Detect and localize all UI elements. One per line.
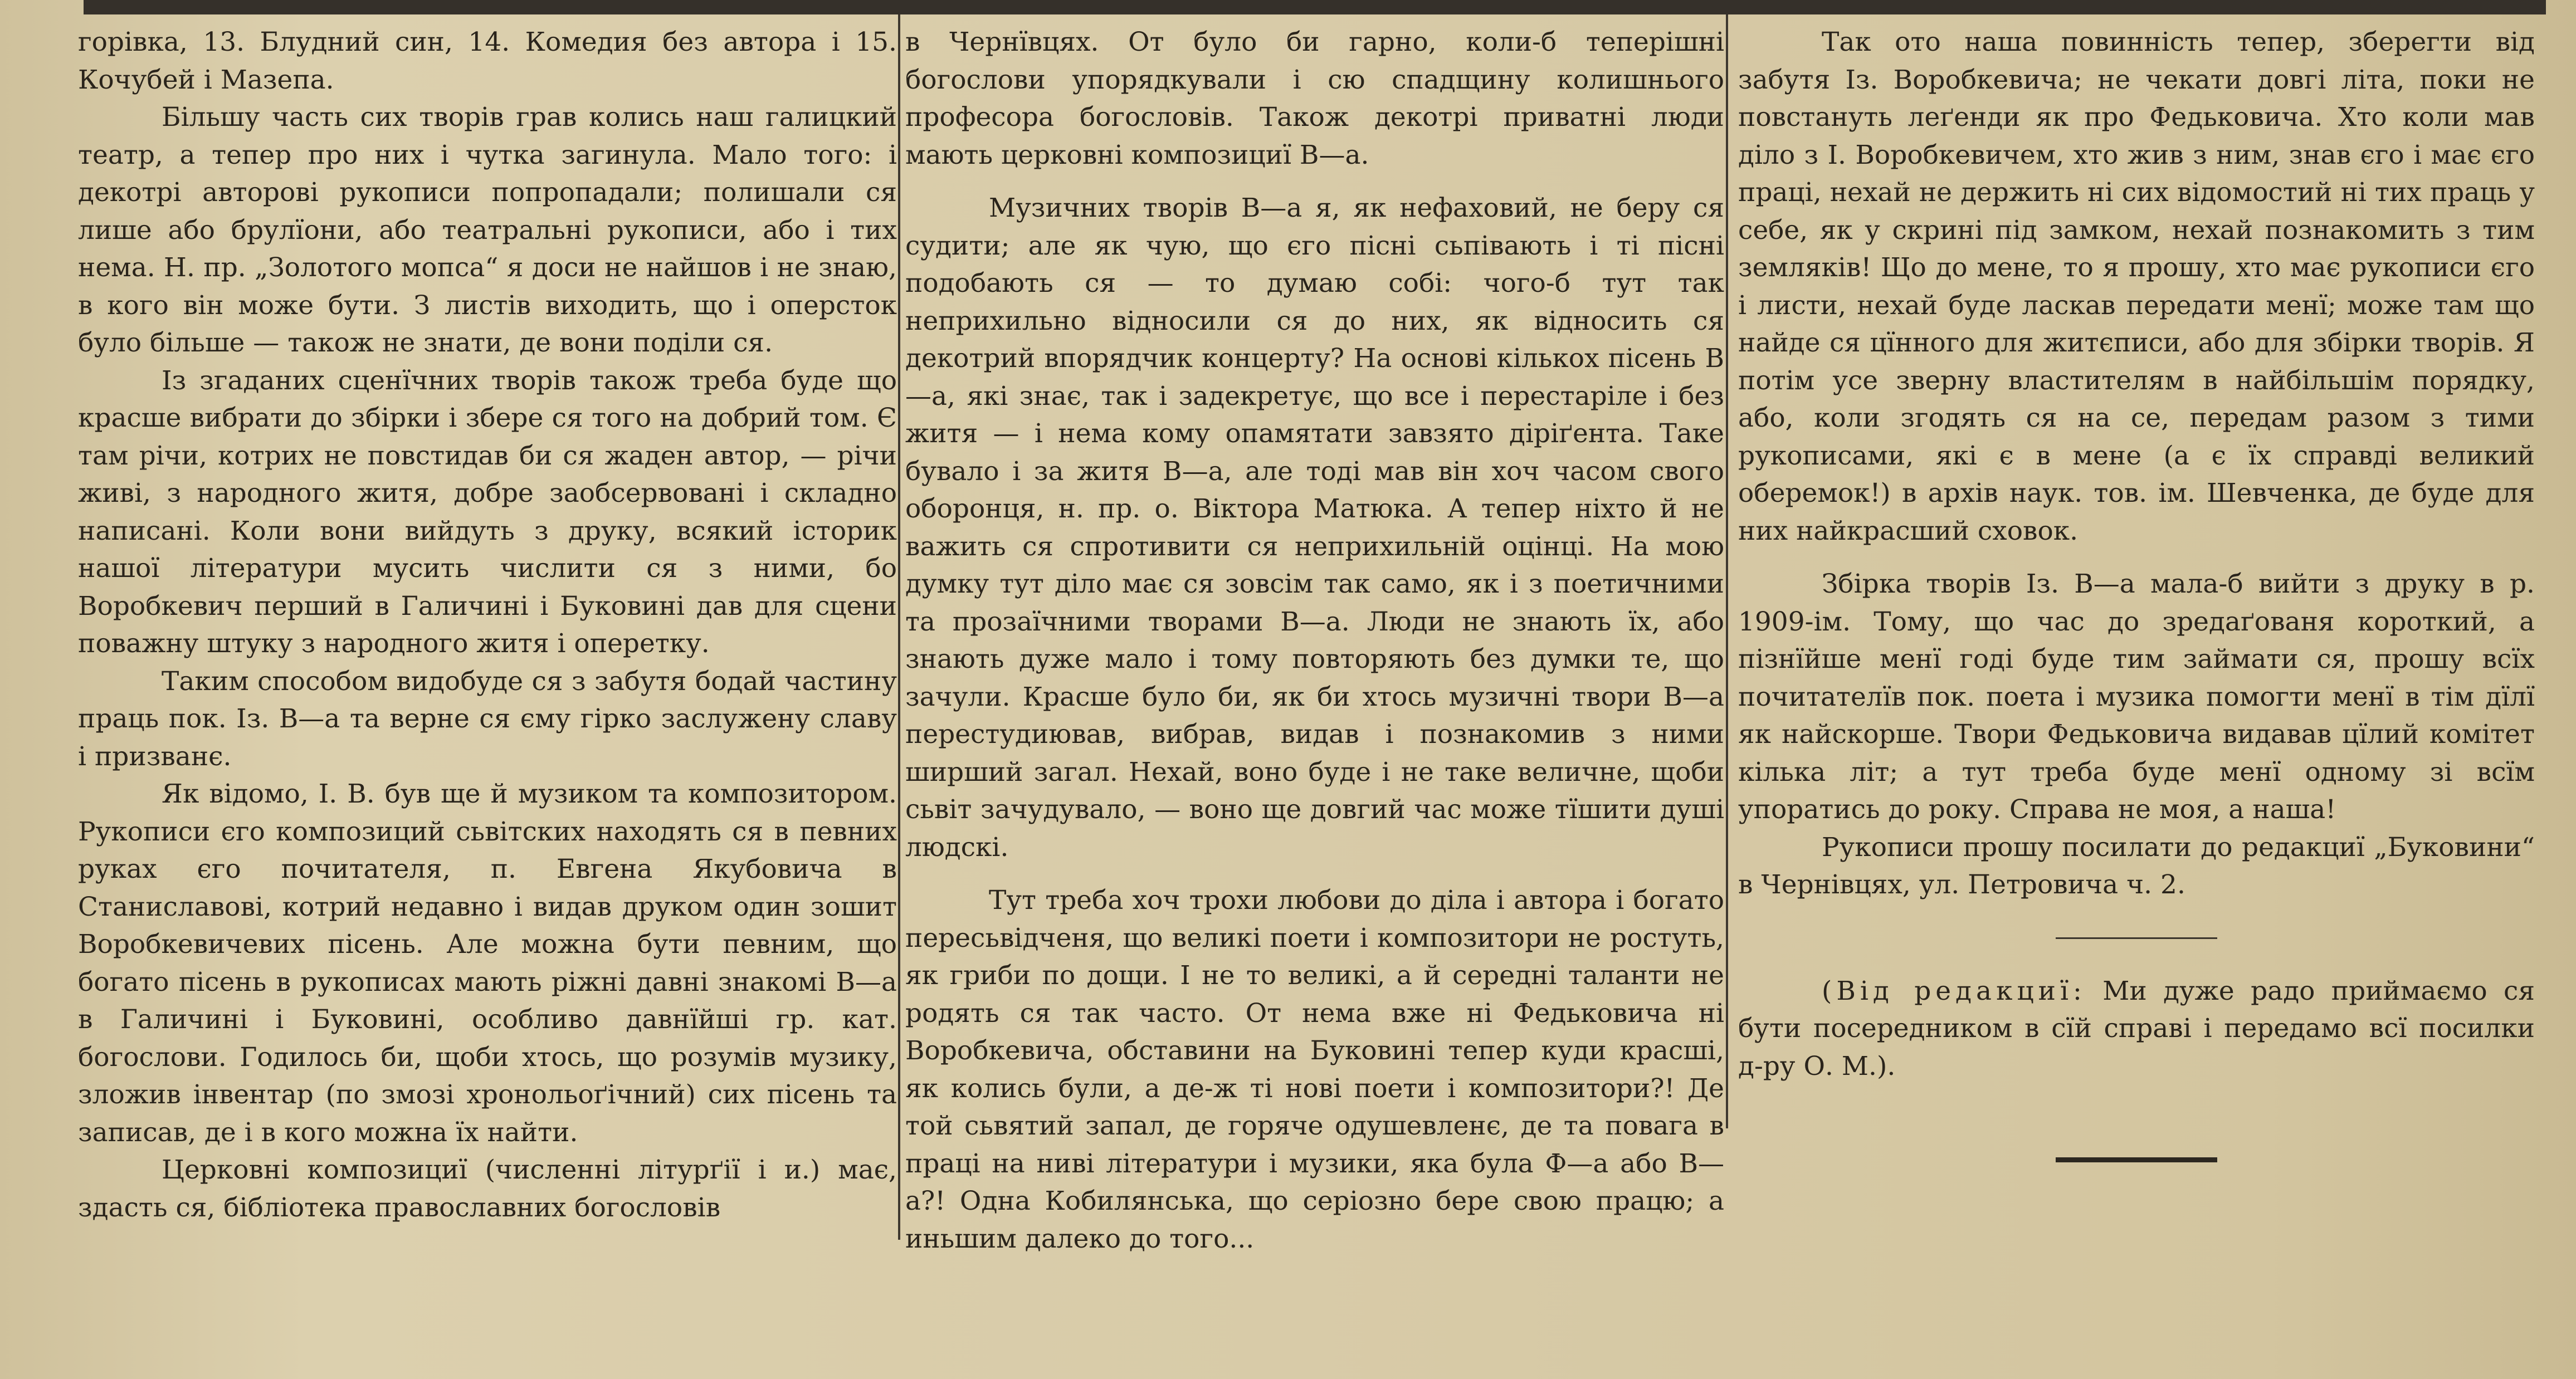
column-divider xyxy=(1726,14,1728,1128)
paragraph: Як відомо, І. В. був ще й музиком та композитором. Рукописи єго композиций сьвітских находять ся в певних руках єго почитателя, п. Евгена Якубовича в Станиславові, котрий недавно і видав друком один зошит Воробкевичевих пісень. Але можна бути певним, що богато пісень в рукописах мають ріжні давні знакомі В—а в Галичині і Буковині, особливо давнїйші гр. кат. богослови. Годилось би, щоби хтось, що розумів музику, зложив інвентар (по змозі хронольоґічний) сих пісень та записав, де і в кого можна їх найти. xyxy=(78,779,897,1148)
paragraph: Із згаданих сценїчних творів також треба буде що красше вибрати до збірки і збере ся того на добрий том. Є там річи, котрих не повстидав би ся жаден автор, — річи живі, з народного житя, добре заобсервовані і складно написані. Коли вони вийдуть з друку, всякий історик нашої літератури мусить числити ся з ними, бо Воробкевич перший в Галичині і Буковині дав для сцени поважну штуку з народного житя і оперетку. xyxy=(78,365,897,659)
paragraph: Рукописи прошу посилати до редакциї „Буковини“ в Чернівцях, ул. Петровича ч. 2. xyxy=(1738,832,2535,900)
editor-note-label: (Від редакциї: xyxy=(1822,975,2086,1006)
column-1 xyxy=(78,23,897,1226)
paragraph: Тут треба хоч трохи любови до діла і автора і богато пересьвідченя, що великі поети і композитори не ростуть, як гриби по дощи. І не то великі, а й середні таланти не родять ся так часто. От нема вже ні Федьковича ні Воробкевича, обставини на Буковині тепер куди красші, як колись були, а де-ж ті нові поети і композитори?! Де той сьвятий запал, де горяче одушевленє, де та повага в праці на ниві літератури і музики, яка була Ф—а або В—а?! Одна Кобилянська, що серіозно бере свою працю; а иньшим далеко до того... xyxy=(905,885,1724,1254)
paragraph: Музичних творів В—а я, як нефаховий, не беру ся судити; але як чую, що єго пісні сьпівають і ті пісні подобають ся — то думаю собі: чого-б тут так неприхильно відносили ся до них, як відносить ся декотрий впорядчик концерту? На основі кількох пісень В—а, які знає, так і задекретує, що все і перестаріле і без житя — і нема кому опамятати завзято діріґента. Таке бувало і за житя В—а, але тоді мав він хоч часом свого оборонця, н. пр. о. Віктора Матюка. А тепер ніхто й не важить ся спротивити ся неприхильній оцінці. На мою думку тут діло має ся зовсім так само, як і з поетичними та прозаїчними творами В—а. Люди не знають їх, або знають дуже мало і тому повторяють без думки те, що зачули. Красше було би, як би хтось музичні твори В—а перестудиював, вибрав, видав і познакомив з ними ширший загал. Нехай, воно буде і не таке величне, щоби сьвіт зачудувало, — воно ще довгий час може тїшити душі людскі. xyxy=(905,193,1724,863)
paragraph: Таким способом видобуде ся з забутя бодай частину праць пок. Із. В—а та верне ся єму гірко заслужену славу і призванє. xyxy=(78,666,897,772)
paragraph: Церковні композициї (численні літурґії і и.) має, здасть ся, бібліотека православних богословів xyxy=(78,1155,897,1223)
paragraph: Збірка творів Із. В—а мала-б вийти з друку в р. 1909-ім. Тому, що час до зредаґованя короткий, а пізнїйше менї годі буде тим займати ся, прошу всїх почитателїв пок. поета і музика помогти менї в тім дїлї як найскорше. Твори Федьковича видавав цїлий комітет кілька літ; а тут треба буде менї одному зі всїм упоратись до року. Справа не моя, а наша! xyxy=(1738,569,2535,825)
paragraph: Більшу часть сих творів грав колись наш галицкий театр, а тепер про них і чутка загинула. Мало того: і декотрі авторові рукописи попропадали; полишали ся лише або брулїони, або театральні рукописи, або і тих нема. Н. пр. „Золотого мопса“ я доси не найшов і не знаю, в кого він може бути. З листів виходить, що і оперсток було більше — також не знати, де вони поділи ся. xyxy=(78,102,897,358)
paragraph: в Чернївцях. От було би гарно, коли-б теперішні богослови упорядкували і сю спадщину колишнього професора богословів. Також декотрі приватні люди мають церковні композициї В—а. xyxy=(905,27,1724,170)
column-3 xyxy=(1738,23,2535,1162)
end-rule xyxy=(2056,1157,2217,1162)
editor-note-text: Ми дуже радо приймаємо ся бути посередником в сїй справі і передамо всї посилки д-ру О. М.). xyxy=(1738,975,2535,1082)
column-2 xyxy=(905,23,1724,1258)
column-divider xyxy=(898,14,900,1240)
editor-note xyxy=(1738,972,2535,1085)
paragraph: Так ото наша повинність тепер, зберегти від забутя Із. Воробкевича; не чекати довгі літа, поки не повстануть леґенди як про Федьковича. Хто коли мав діло з І. Воробкевичем, хто жив з ним, знав єго і має єго праці, нехай не держить ні сих відомостий ні тих праць у себе, як у скрині під замком, нехай познакомить з тим земляків! Що до мене, то я прошу, хто має рукописи єго і листи, нехай буде ласкав передати менї; може там що найде ся цїнного для житєписи, або для збірки творів. Я потім усе зверну властителям в найбільшім порядку, або, коли згодять ся на се, передам разом з тими рукописами, які є в мене (а є їх справді великий оберемок!) в архів наук. тов. ім. Шевченка, де буде для них найкрасший сховок. xyxy=(1738,27,2535,546)
top-rule xyxy=(84,0,2546,14)
section-separator xyxy=(2056,937,2217,939)
paragraph: горівка, 13. Блудний син, 14. Комедия без автора і 15. Кочубей і Мазепа. xyxy=(78,27,897,95)
